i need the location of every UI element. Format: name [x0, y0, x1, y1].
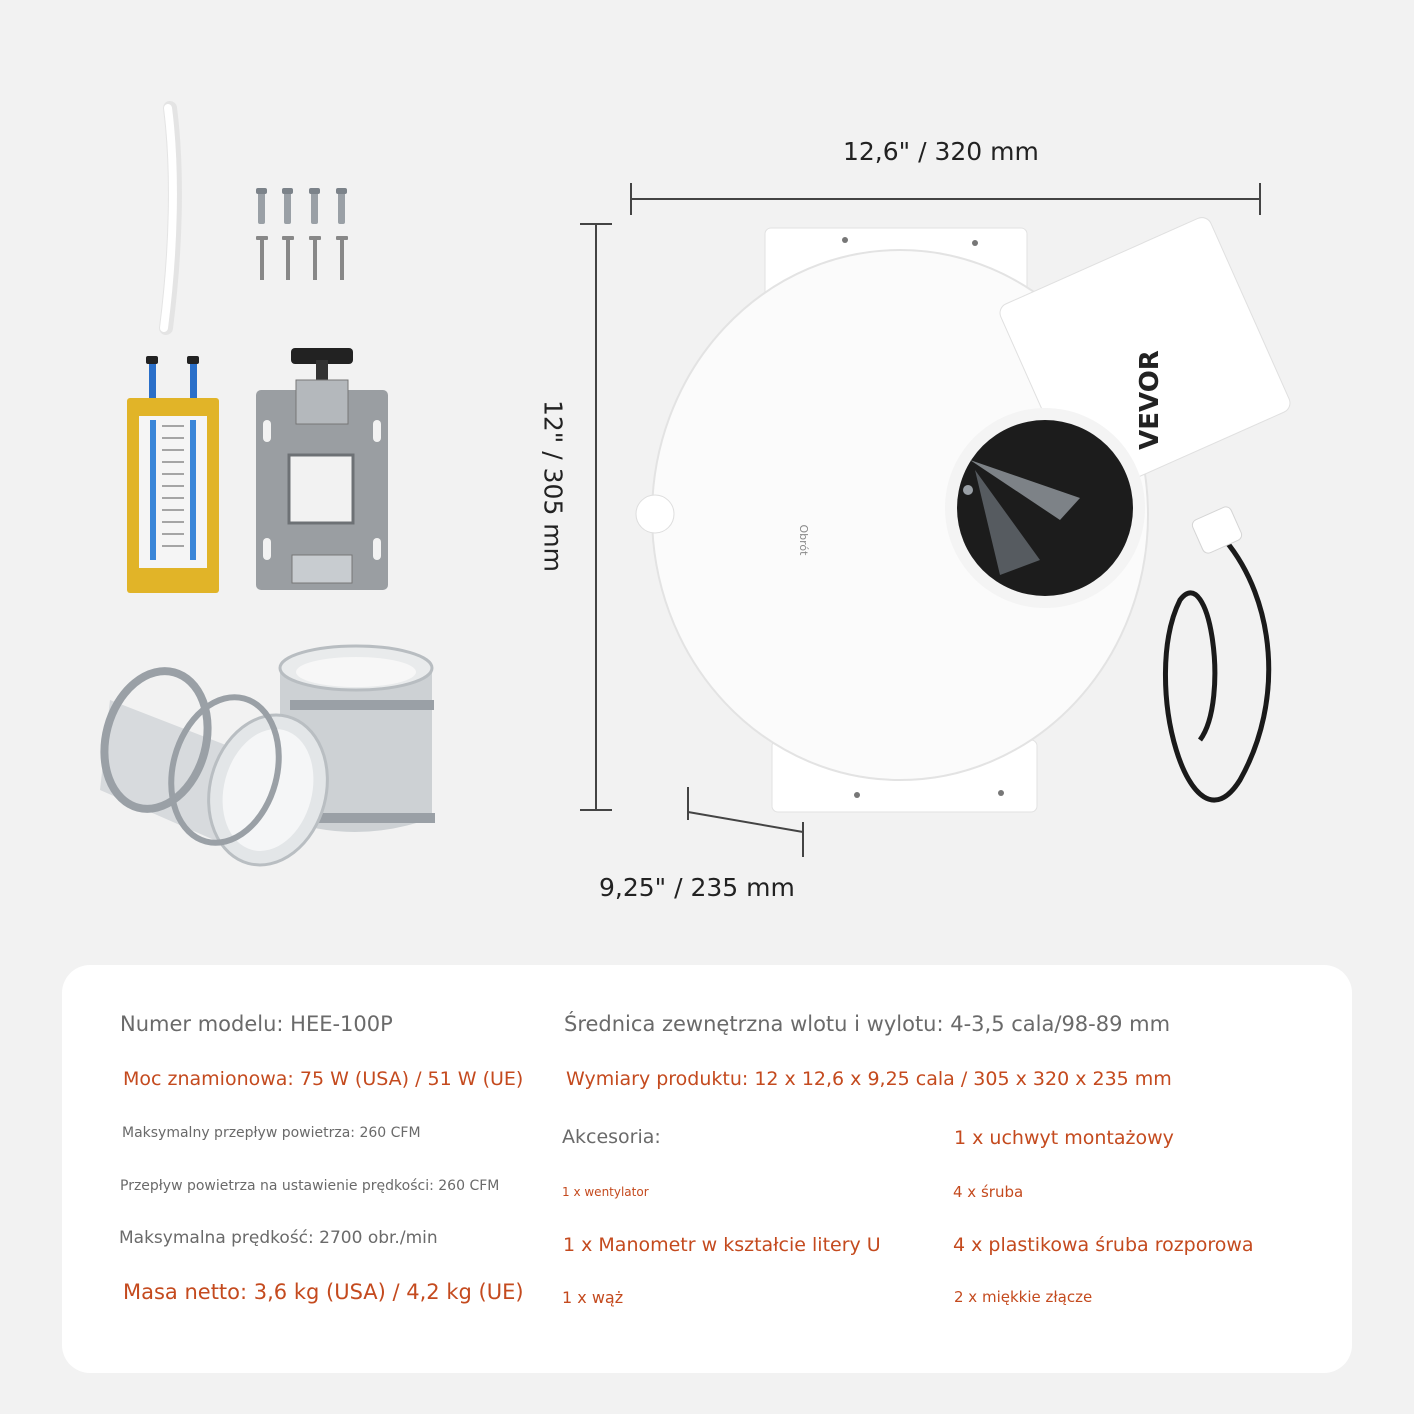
dimension-width-line: [631, 183, 1260, 215]
spec-diameter: Średnica zewnętrzna wlotu i wylotu: 4-3,5 cala/98-89 mm: [564, 1012, 1171, 1036]
couplings-image: [90, 646, 435, 878]
brand-logo: VEVOR: [1135, 350, 1165, 450]
mounting-bracket-image: [256, 348, 388, 590]
dimension-depth-label: 9,25" / 235 mm: [599, 873, 795, 902]
dimension-height-label: 12" / 305 mm: [538, 400, 568, 572]
accessory-item: 1 x uchwyt montażowy: [954, 1127, 1174, 1149]
spec-net-weight: Masa netto: 3,6 kg (USA) / 4,2 kg (UE): [123, 1280, 524, 1304]
spec-power: Moc znamionowa: 75 W (USA) / 51 W (UE): [123, 1068, 524, 1090]
manometer-image: [127, 356, 219, 593]
accessory-item: 1 x wentylator: [562, 1185, 649, 1199]
accessory-item: 1 x Manometr w kształcie litery U: [563, 1234, 881, 1256]
spec-card: [62, 965, 1352, 1373]
dimension-height-line: [580, 224, 612, 810]
hose-image: [164, 108, 175, 328]
spec-max-speed: Maksymalna prędkość: 2700 obr./min: [119, 1228, 438, 1248]
spec-airflow-per-speed: Przepływ powietrza na ustawienie prędkości: 260 CFM: [120, 1178, 500, 1194]
spec-model: Numer modelu: HEE-100P: [120, 1012, 393, 1036]
spec-product-dimensions: Wymiary produktu: 12 x 12,6 x 9,25 cala / 305 x 320 x 235 mm: [566, 1068, 1172, 1090]
screws-image: [256, 188, 348, 280]
dimension-width-label: 12,6" / 320 mm: [843, 137, 1039, 166]
accessories-title: Akcesoria:: [562, 1126, 661, 1148]
accessory-item: 4 x plastikowa śruba rozporowa: [953, 1234, 1254, 1256]
spec-max-airflow: Maksymalny przepływ powietrza: 260 CFM: [122, 1125, 421, 1141]
accessory-item: 2 x miękkie złącze: [954, 1288, 1093, 1306]
fan-image: [636, 214, 1293, 812]
rotation-label: Obrót: [797, 524, 810, 556]
accessory-item: 1 x wąż: [562, 1288, 624, 1307]
accessory-item: 4 x śruba: [953, 1183, 1024, 1201]
